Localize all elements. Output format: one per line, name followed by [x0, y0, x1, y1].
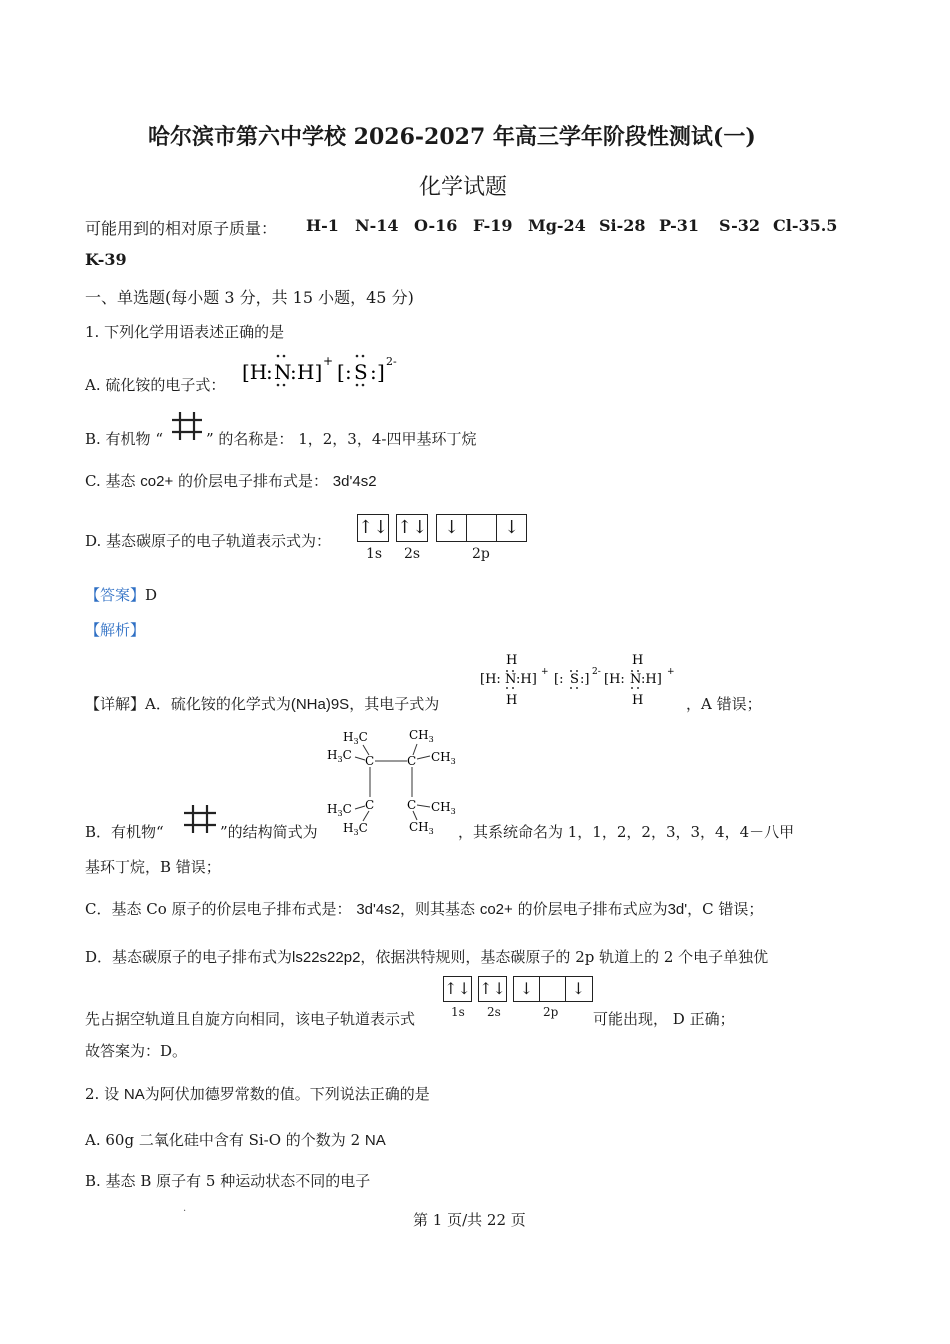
svg-text:CH3: $CH_3$: [409, 728, 434, 744]
svg-text:CH3: $CH_3$: [409, 820, 434, 836]
down-arrow-icon: ↓: [514, 977, 540, 1001]
svg-text:S: S: [570, 672, 579, 687]
detail-c-config2: 3d': [667, 901, 688, 918]
q1-option-c: [85, 470, 377, 491]
detail-d-config: ls22s22p2: [292, 949, 361, 966]
svg-text:N: N: [274, 360, 292, 384]
detail-c-part1: C．基态 Co 原子的价层电子排布式是：: [85, 900, 352, 918]
detail-c-ion: co2+: [479, 901, 513, 918]
atomic-mass-line2: K-39: [85, 250, 127, 269]
svg-text:[: [: [337, 360, 345, 384]
svg-text:2-: 2-: [592, 667, 601, 677]
detail-d-line2-suffix: 可能出现， D 正确；: [593, 1010, 735, 1028]
svg-text:H3C: $H_3C$: [343, 730, 368, 746]
q1-option-c-ion: co2+: [140, 473, 174, 490]
svg-text:H3C: $H_3C$: [327, 748, 352, 764]
orbital-label-1s: 1s: [366, 546, 383, 562]
q2-stem-suffix: 为阿伏加德罗常数的值。下列说法正确的是: [144, 1085, 430, 1103]
detail-d-part2: ，依据洪特规则，基态碳原子的 2p 轨道上的 2 个电子单独优: [360, 948, 769, 966]
svg-text:[:: [:: [554, 672, 564, 687]
svg-text:N: N: [505, 672, 517, 687]
detail-d-part1: D．基态碳原子的电子排布式为: [85, 948, 293, 966]
svg-text:H: H: [506, 653, 518, 668]
q2-option-a: [85, 1129, 386, 1150]
svg-text:[H:: [H:: [604, 672, 625, 687]
octamethylcyclobutane-structure: [325, 725, 463, 837]
up-down-arrow-icon: ↑↓: [444, 979, 471, 998]
atomic-mass-item: P-31: [659, 216, 700, 235]
atomic-mass-item: O-16: [414, 216, 458, 235]
svg-text::H]: :H]: [516, 672, 537, 687]
svg-text:N: N: [630, 672, 642, 687]
up-down-arrow-icon: ↑↓: [397, 517, 428, 538]
q2-stem: [85, 1083, 430, 1104]
detail-a-prefix: 【详解】A．硫化铵的化学式为: [85, 695, 291, 713]
exam-subtitle: 化学试题: [419, 175, 508, 200]
q1-option-c-prefix: C. 基态: [85, 472, 136, 490]
svg-text:H3C: $H_3C$: [343, 821, 368, 837]
detail-a-formula: (NHa)9S: [290, 696, 350, 713]
svg-text:+: +: [667, 667, 675, 677]
orbital-box-1s: [357, 514, 389, 542]
down-arrow-icon: ↓: [503, 517, 520, 538]
detail-a-text: [85, 693, 439, 714]
orbital-label-2p: 2p: [543, 1005, 559, 1019]
svg-text::: :: [345, 360, 352, 384]
detail-a-mid: ，其电子式为: [349, 695, 440, 713]
analysis-tag: 【解析】: [85, 621, 146, 639]
ammonium-sulfide-electron-formula: [240, 352, 410, 392]
detail-c-part4: ，C 错误；: [687, 900, 764, 918]
footer-dot: .: [183, 1203, 187, 1214]
orbital-label-2p: 2p: [472, 546, 490, 562]
orbital-label-2s: 2s: [404, 546, 421, 562]
q2-stem-na: NA: [123, 1086, 145, 1103]
answer-value: D: [145, 586, 158, 604]
atomic-mass-item: F-19: [473, 216, 513, 235]
orbital-label-2s: 2s: [487, 1005, 501, 1019]
detail-b-suffix: ，其系统命名为 1，1，2，2，3，3，4，4－八甲: [458, 823, 795, 841]
svg-text:S: S: [354, 360, 368, 384]
svg-text:2-: 2-: [386, 355, 397, 368]
exam-title: 哈尔滨市第六中学校 2026-2027 年高三学年阶段性测试(一): [148, 124, 756, 150]
svg-text:C: C: [365, 798, 375, 812]
svg-text:H]: H]: [297, 360, 323, 384]
orbital-box-1s: [443, 976, 472, 1002]
q2-option-a-text: A. 60g 二氧化硅中含有 Si-O 的个数为 2: [85, 1131, 361, 1149]
answer-tag: 【答案】: [85, 586, 146, 604]
atomic-mass-item: Cl-35.5: [773, 216, 838, 235]
atomic-mass-item: Si-28: [599, 216, 646, 235]
atomic-mass-item: Mg-24: [528, 216, 586, 235]
svg-text:C: C: [365, 754, 375, 768]
empty-orbital: [467, 515, 497, 541]
svg-text:C: C: [407, 754, 417, 768]
svg-text:]: ]: [377, 360, 385, 384]
ammonium-sulfide-full-electron-formula: [478, 650, 683, 710]
detail-a-suffix: ，A 错误；: [686, 695, 762, 713]
svg-text::: :: [290, 360, 297, 384]
cyclobutane-skeleton-icon: [168, 410, 206, 442]
q2-stem-prefix: 2. 设: [85, 1085, 120, 1103]
page-number: 第 1 页/共 22 页: [413, 1211, 526, 1229]
svg-text:+: +: [541, 667, 549, 677]
orbital-box-2p: [513, 976, 593, 1002]
detail-c-text: [85, 898, 763, 919]
svg-text:H: H: [632, 653, 644, 668]
svg-text::: :: [266, 360, 273, 384]
detail-c-config: 3d'4s2: [356, 901, 401, 918]
cyclobutane-skeleton-icon: [180, 803, 220, 835]
q1-option-d: D. 基态碳原子的电子轨道表示式为：: [85, 532, 332, 550]
orbital-box-2s: [396, 514, 428, 542]
orbital-label-1s: 1s: [451, 1005, 465, 1019]
atomic-mass-list: [306, 216, 838, 235]
up-down-arrow-icon: ↑↓: [358, 517, 389, 538]
svg-text:H: H: [506, 693, 518, 708]
up-down-arrow-icon: ↑↓: [479, 979, 506, 998]
q1-option-c-config: 3d'4s2: [332, 473, 377, 490]
down-arrow-icon: ↓: [437, 515, 467, 541]
svg-text:C: C: [407, 798, 417, 812]
atomic-mass-item: N-14: [355, 216, 399, 235]
svg-text::: :: [370, 360, 377, 384]
q1-option-b-prefix: B. 有机物 “: [85, 430, 163, 448]
detail-b-line2: 基环丁烷，B 错误；: [85, 858, 221, 876]
detail-b-mid: ”的结构简式为: [220, 823, 318, 841]
svg-text:[H: [H: [242, 360, 268, 384]
conclusion: 故答案为：D。: [85, 1042, 188, 1060]
svg-text:CH3: $CH_3$: [431, 800, 456, 816]
svg-text:H: H: [632, 693, 644, 708]
svg-text:+: +: [323, 354, 334, 368]
svg-text:CH3: $CH_3$: [431, 750, 456, 766]
orbital-box-2s: [478, 976, 507, 1002]
q2-option-b: B. 基态 B 原子有 5 种运动状态不同的电子: [85, 1172, 371, 1190]
down-arrow-icon: ↓: [571, 979, 586, 998]
svg-text:[H:: [H:: [480, 672, 501, 687]
empty-orbital: [540, 977, 566, 1001]
q1-stem: 1. 下列化学用语表述正确的是: [85, 323, 285, 341]
q1-option-c-mid: 的价层电子排布式是：: [178, 472, 329, 490]
detail-c-part3: 的价层电子排布式应为: [517, 900, 668, 918]
svg-text:H3C: $H_3C$: [327, 802, 352, 818]
q1-option-a: A. 硫化铵的电子式：: [85, 376, 226, 394]
q2-option-a-na: NA: [364, 1132, 386, 1149]
svg-text::H]: :H]: [641, 672, 662, 687]
detail-c-part2: ，则其基态: [400, 900, 476, 918]
atomic-mass-label: 可能用到的相对原子质量：: [85, 219, 278, 238]
detail-d-text: [85, 946, 768, 967]
q1-answer: [85, 584, 157, 605]
atomic-mass-item: S-32: [719, 216, 761, 235]
section-heading: 一、单选题(每小题 3 分，共 15 小题，45 分): [85, 288, 414, 307]
orbital-box-2p: [436, 514, 527, 542]
detail-d-line2-prefix: 先占据空轨道且自旋方向相同，该电子轨道表示式: [85, 1010, 416, 1028]
detail-b-prefix: B．有机物“: [85, 823, 164, 841]
atomic-mass-item: H-1: [306, 216, 339, 235]
svg-text::]: :]: [580, 672, 590, 687]
q1-option-b-suffix: ” 的名称是： 1，2，3，4-四甲基环丁烷: [206, 430, 477, 448]
